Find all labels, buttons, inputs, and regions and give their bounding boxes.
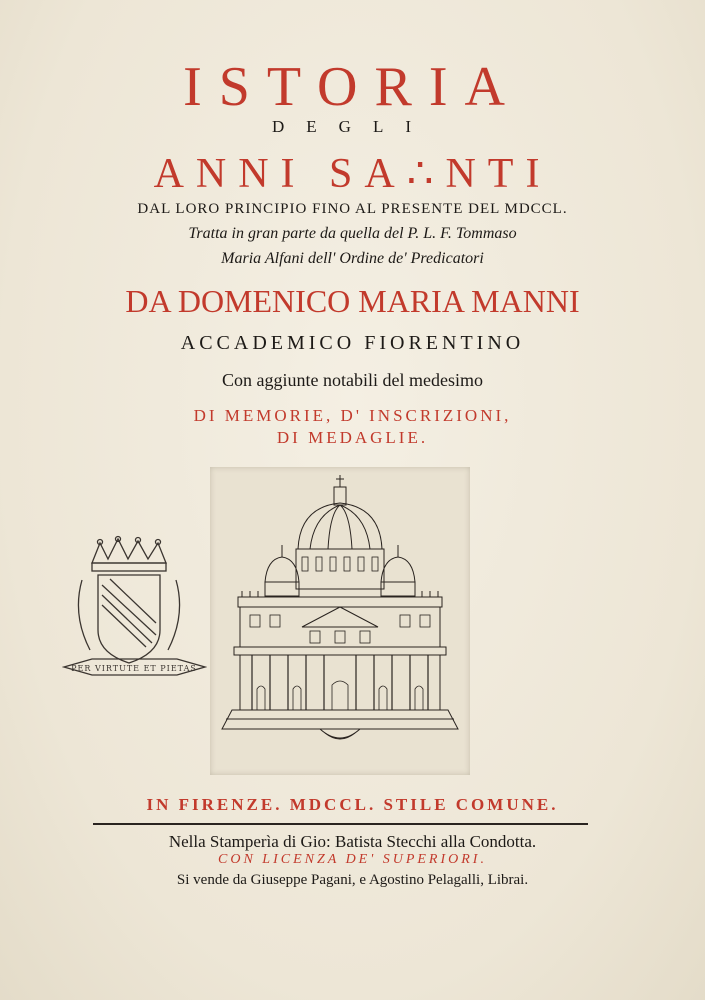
imprint-printer: Nella Stamperìa di Gio: Batista Stecchi alla Condotta.	[168, 832, 537, 851]
crowned-coat-of-arms-icon	[62, 535, 207, 700]
book-subject: ANNI SA∴NTI	[153, 151, 552, 197]
basilica-icon	[210, 467, 470, 775]
additions-line: Con aggiunte notabili del medesimo	[222, 370, 483, 390]
source-line-1: Tratta in gran parte da quella del P. L. F. Tommaso	[188, 225, 517, 242]
book-title: ISTORIA	[183, 56, 522, 118]
basilica-engraving-plate	[210, 467, 470, 775]
stamp-motto: PER VIRTUTE ET PIETAS	[71, 664, 197, 673]
period-line: DAL LORO PRINCIPIO FINO AL PRESENTE DEL MDCCL.	[137, 201, 568, 217]
imprint-rule	[93, 823, 588, 825]
imprint-sellers: Si vende da Giuseppe Pagani, e Agostino Pelagalli, Librai.	[176, 872, 529, 888]
contents-line-2: DI MEDAGLIE.	[276, 428, 429, 447]
imprint-licence: CON LICENZA DE' SUPERIORI.	[218, 852, 487, 867]
author-name: DA DOMENICO MARIA MANNI	[125, 283, 580, 319]
author-affiliation: ACCADEMICO FIORENTINO	[180, 332, 525, 354]
imprint-place-date: IN FIRENZE. MDCCL. STILE COMUNE.	[146, 795, 559, 814]
title-connector: DEGLI	[272, 117, 433, 136]
source-line-2: Maria Alfani dell' Ordine de' Predicatori	[221, 250, 484, 267]
contents-line-1: DI MEMORIE, D' INSCRIZIONI,	[193, 406, 512, 425]
